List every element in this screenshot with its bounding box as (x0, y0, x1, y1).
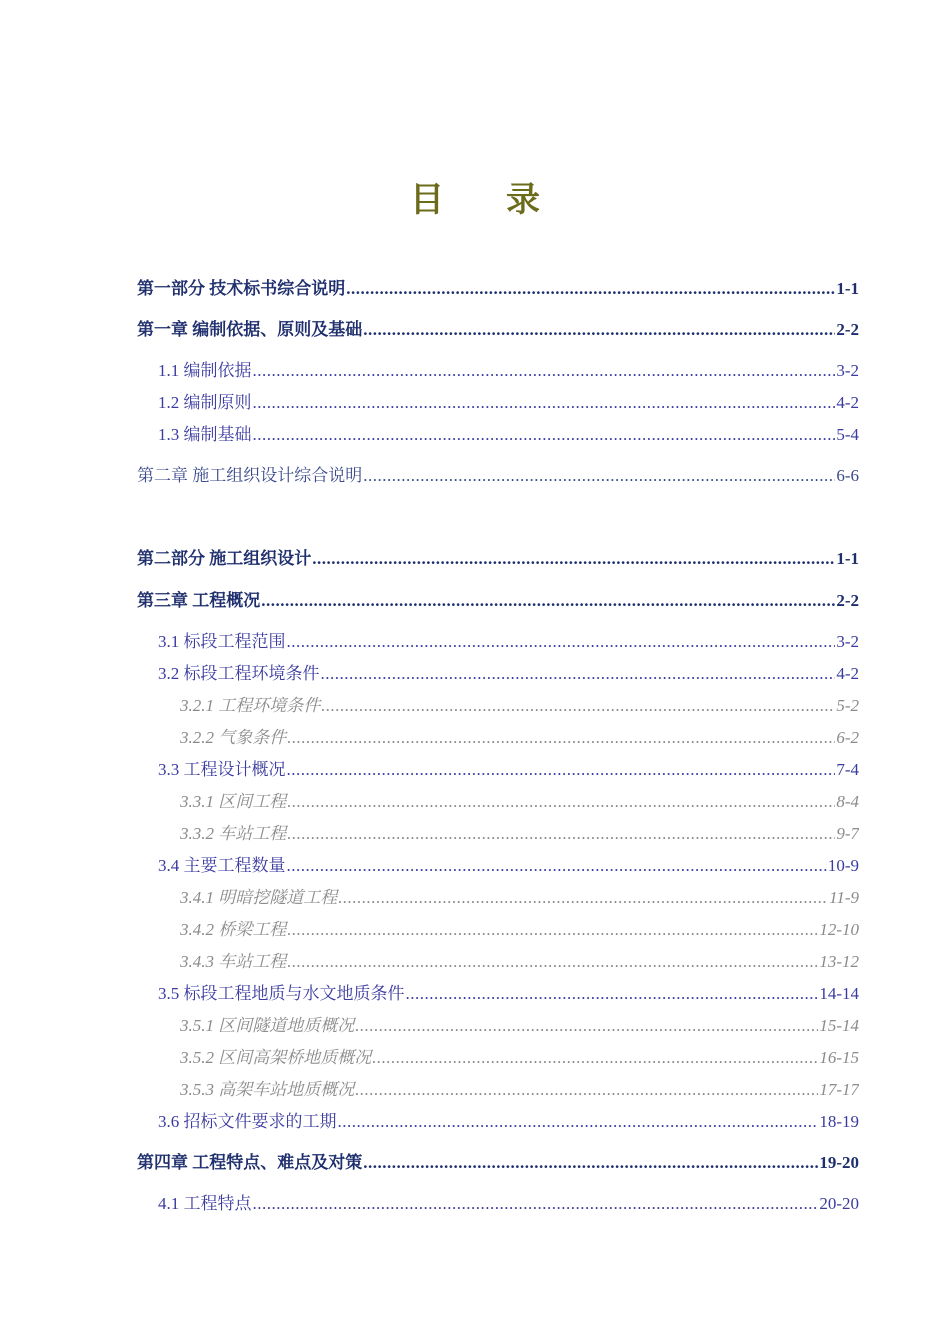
toc-entry-page: 18-19 (819, 1112, 859, 1131)
toc-entry[interactable] (180, 694, 859, 718)
toc-leader-dots (287, 918, 818, 942)
toc-leader-dots (312, 547, 835, 571)
toc-leader-dots (287, 950, 818, 974)
toc-entry[interactable] (137, 589, 859, 613)
toc-entry[interactable] (180, 918, 859, 942)
toc-entry-page: 1-1 (836, 279, 859, 298)
toc-entry[interactable] (158, 359, 859, 383)
toc-entry[interactable] (180, 950, 859, 974)
toc-leader-dots (253, 1192, 819, 1216)
toc-entry-label: 4.1 工程特点 (158, 1194, 252, 1213)
toc-entry[interactable] (180, 790, 859, 814)
toc-entry-page: 5-2 (836, 696, 859, 715)
toc-entry-label: 1.3 编制基础 (158, 425, 252, 444)
toc-entry-label: 3.1 标段工程范围 (158, 632, 286, 651)
toc-entry-page: 2-2 (836, 320, 859, 339)
toc-entry-label: 3.6 招标文件要求的工期 (158, 1112, 337, 1131)
toc-entry-page: 10-9 (827, 856, 859, 875)
toc-entry-page: 8-4 (836, 792, 859, 811)
toc-entry-page: 14-14 (819, 984, 859, 1003)
toc-entry[interactable] (137, 1151, 859, 1175)
toc-entry-label: 3.3.2 车站工程 (180, 824, 287, 843)
toc-entry-page: 9-7 (836, 824, 859, 843)
toc-entry[interactable] (158, 1192, 859, 1216)
toc-entry-page: 4-2 (836, 393, 859, 412)
toc-entry[interactable] (158, 391, 859, 415)
toc-entry-label: 3.3.1 区间工程 (180, 792, 287, 811)
toc-entry[interactable] (180, 1014, 859, 1038)
toc-entry-label: 3.2 标段工程环境条件 (158, 664, 320, 683)
toc-entry-label: 3.2.1 工程环境条件 (180, 696, 321, 715)
toc-entry-page: 15-14 (819, 1016, 859, 1035)
toc-leader-dots (253, 391, 836, 415)
toc-leader-dots (338, 886, 828, 910)
toc-entry-page: 19-20 (819, 1153, 859, 1172)
title-char-1: 目 (410, 180, 444, 220)
toc-entry-label: 3.5.3 高架车站地质概况 (180, 1080, 355, 1099)
page-title (0, 172, 950, 221)
toc-entry-page: 20-20 (819, 1194, 859, 1213)
toc-entry[interactable] (137, 277, 859, 301)
toc-leader-dots (363, 318, 835, 342)
toc-entry[interactable] (180, 1078, 859, 1102)
toc-leader-dots (363, 464, 835, 488)
toc-entry-page: 4-2 (836, 664, 859, 683)
toc-entry[interactable] (180, 886, 859, 910)
toc-leader-dots (355, 1078, 818, 1102)
toc-entry-page: 13-12 (819, 952, 859, 971)
title-char-2: 录 (506, 180, 540, 220)
toc-entry-label: 3.3 工程设计概况 (158, 760, 286, 779)
toc-entry-label: 3.5 标段工程地质与水文地质条件 (158, 984, 405, 1003)
toc-leader-dots (253, 423, 836, 447)
toc-leader-dots (261, 589, 835, 613)
toc-leader-dots (406, 982, 819, 1006)
toc-leader-dots (372, 1046, 818, 1070)
toc-entry[interactable] (158, 854, 859, 878)
toc-leader-dots (321, 694, 835, 718)
toc-entry-label: 第四章 工程特点、难点及对策 (137, 1153, 363, 1172)
toc-entry-page: 11-9 (829, 888, 859, 907)
toc-entry-page: 3-2 (836, 632, 859, 651)
toc-entry-label: 3.4.1 明暗挖隧道工程 (180, 888, 338, 907)
toc-entry-label: 第三章 工程概况 (137, 591, 261, 610)
toc-entry-page: 5-4 (836, 425, 859, 444)
toc-entry-label: 3.4.3 车站工程 (180, 952, 287, 971)
toc-entry-label: 3.5.2 区间高架桥地质概况 (180, 1048, 372, 1067)
toc-leader-dots (287, 726, 835, 750)
toc-entry[interactable] (137, 318, 859, 342)
toc-leader-dots (287, 854, 827, 878)
toc-entry-label: 3.4.2 桥梁工程 (180, 920, 287, 939)
toc-entry-page: 3-2 (836, 361, 859, 380)
toc-entry-page: 1-1 (836, 549, 859, 568)
toc-leader-dots (253, 359, 836, 383)
toc-leader-dots (287, 822, 835, 846)
toc-entry-label: 3.5.1 区间隧道地质概况 (180, 1016, 355, 1035)
toc-entry-page: 6-2 (836, 728, 859, 747)
toc-leader-dots (363, 1151, 818, 1175)
toc-leader-dots (346, 277, 835, 301)
toc-entry[interactable] (158, 1110, 859, 1134)
toc-entry-page: 17-17 (819, 1080, 859, 1099)
toc-leader-dots (287, 758, 836, 782)
toc-entry[interactable] (137, 547, 859, 571)
toc-entry-page: 12-10 (819, 920, 859, 939)
toc-entry[interactable] (180, 726, 859, 750)
toc-entry[interactable] (158, 662, 859, 686)
toc-entry[interactable] (158, 423, 859, 447)
toc-leader-dots (287, 790, 835, 814)
toc-leader-dots (321, 662, 836, 686)
toc-entry-page: 6-6 (836, 466, 859, 485)
toc-entry[interactable] (180, 1046, 859, 1070)
toc-entry-page: 16-15 (819, 1048, 859, 1067)
toc-entry-label: 3.2.2 气象条件 (180, 728, 287, 747)
toc-entry[interactable] (158, 982, 859, 1006)
toc-entry-label: 第二章 施工组织设计综合说明 (137, 466, 363, 485)
toc-entry-page: 7-4 (836, 760, 859, 779)
toc-entry-page: 2-2 (836, 591, 859, 610)
toc-leader-dots (338, 1110, 819, 1134)
toc-entry-label: 第一部分 技术标书综合说明 (137, 279, 346, 298)
toc-entry-label: 1.2 编制原则 (158, 393, 252, 412)
toc-entry[interactable] (158, 630, 859, 654)
toc-entry-label: 3.4 主要工程数量 (158, 856, 286, 875)
toc-leader-dots (355, 1014, 818, 1038)
toc-entry[interactable] (180, 822, 859, 846)
toc-entry-label: 第二部分 施工组织设计 (137, 549, 312, 568)
toc-entry[interactable] (137, 464, 859, 488)
toc-entry[interactable] (158, 758, 859, 782)
toc-leader-dots (287, 630, 836, 654)
toc-entry-label: 1.1 编制依据 (158, 361, 252, 380)
toc-entry-label: 第一章 编制依据、原则及基础 (137, 320, 363, 339)
